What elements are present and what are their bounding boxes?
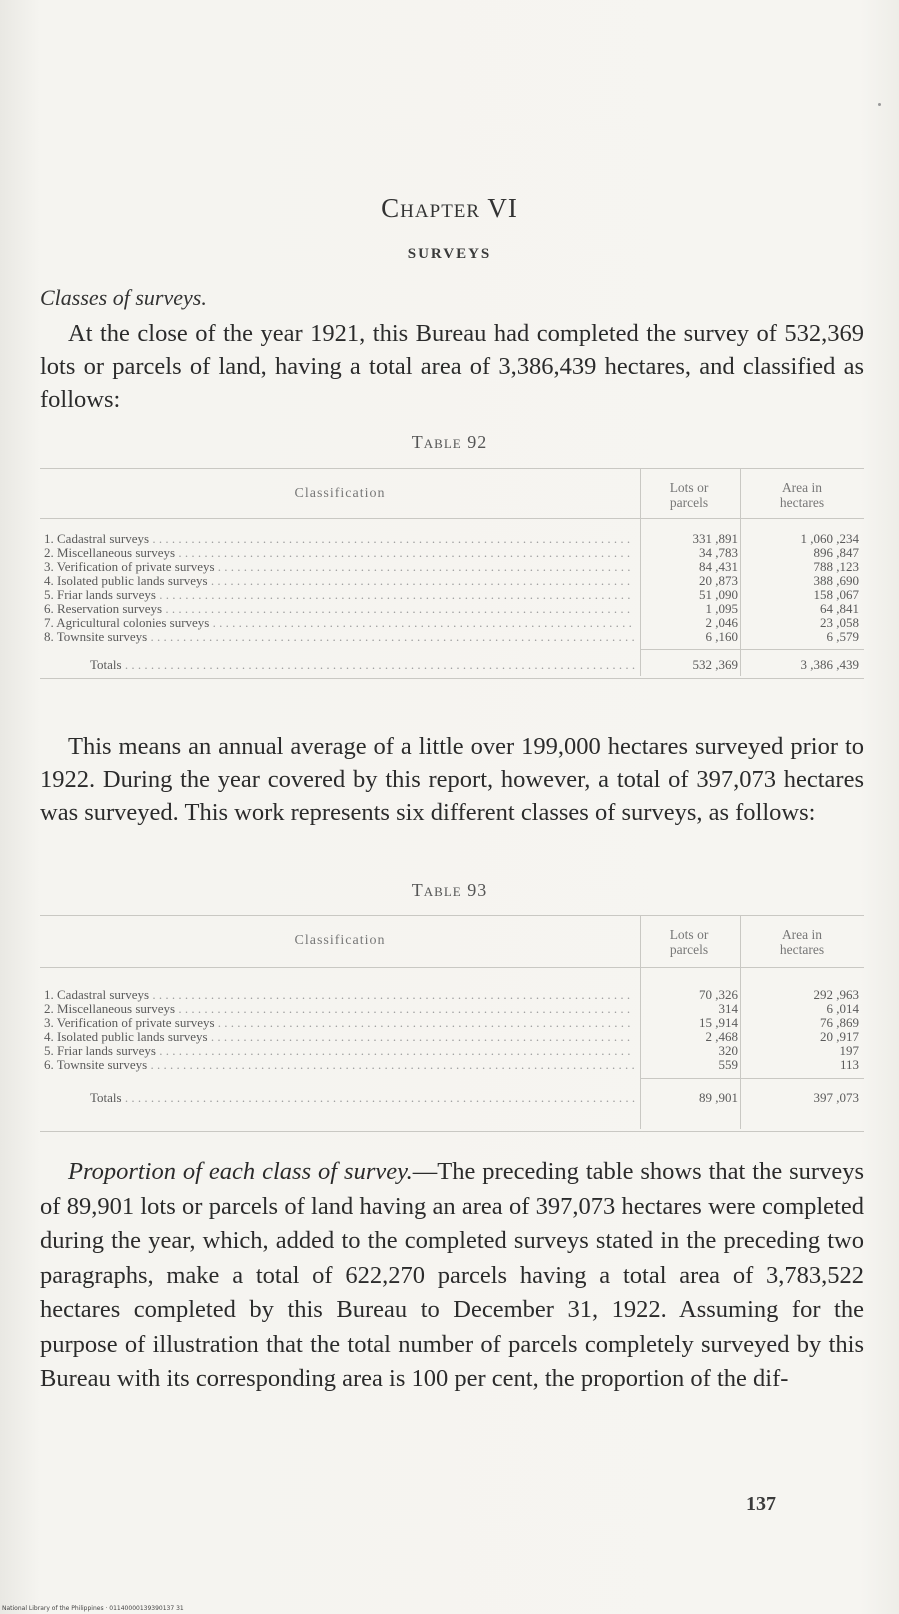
row-label: 8. Townsite surveys . . . — [44, 630, 634, 644]
totals-label: Totals . . . — [90, 658, 635, 672]
table-rule — [40, 518, 864, 519]
table-92-header-lots: Lots or parcels — [669, 480, 709, 510]
chapter-subtitle: SURVEYS — [407, 246, 492, 262]
row-lots: 70 ,326 — [699, 987, 738, 1002]
row-label: 3. Verification of private surveys . . . — [44, 560, 634, 574]
totals-label: Totals . . . — [90, 1091, 635, 1105]
row-lots: 2 ,468 — [705, 1029, 738, 1044]
row-area: 788 ,123 — [813, 559, 859, 574]
row-area: 197 — [839, 1043, 859, 1058]
totals-lots: 89 ,901 — [699, 1090, 738, 1105]
row-label: 4. Isolated public lands surveys . . . — [44, 574, 634, 588]
row-label: 1. Cadastral surveys . . . — [44, 532, 634, 546]
paragraph-1 — [40, 317, 864, 416]
table-row — [40, 546, 864, 560]
table-rule — [640, 649, 864, 650]
table-rule — [640, 1078, 864, 1079]
row-lots: 559 — [718, 1057, 738, 1072]
table-93-header-lots: Lots or parcels — [669, 927, 709, 957]
row-lots: 15 ,914 — [699, 1015, 738, 1030]
row-lots: 84 ,431 — [699, 559, 738, 574]
paragraph-3-lead: Proportion of each class of survey. — [68, 1158, 413, 1185]
table-row — [40, 988, 864, 1002]
table-rule — [40, 967, 864, 968]
table-rule — [40, 1131, 864, 1132]
row-area: 292 ,963 — [813, 987, 859, 1002]
row-label: 3. Verification of private surveys . . . — [44, 1016, 634, 1030]
table-row — [40, 560, 864, 574]
section-heading: Classes of surveys. — [40, 285, 207, 310]
row-label: 7. Agricultural colonies surveys . . . — [44, 616, 634, 630]
row-area: 113 — [839, 1057, 859, 1072]
row-lots: 6 ,160 — [705, 629, 738, 644]
paragraph-1-text: At the close of the year 1921, this Bureau had completed the survey of 532,369 lots or parcels of land, having a total area of 3,386,439 hectares, and classified as follows: — [40, 320, 864, 413]
row-area: 64 ,841 — [820, 601, 859, 616]
footer-credit: National Library of the Philippines · 01140000139390137 31 — [2, 1605, 184, 1612]
row-area: 6 ,014 — [826, 1001, 859, 1016]
row-lots: 320 — [718, 1043, 738, 1058]
totals-area: 397 ,073 — [813, 1090, 859, 1105]
row-area: 158 ,067 — [813, 587, 859, 602]
table-93-header-area: Area in hectares — [779, 927, 825, 957]
table-row — [40, 602, 864, 616]
table-92-header-area: Area in hectares — [779, 480, 825, 510]
row-area: 76 ,869 — [820, 1015, 859, 1030]
table-totals-row — [40, 1091, 864, 1105]
row-lots: 51 ,090 — [699, 587, 738, 602]
row-area: 20 ,917 — [820, 1029, 859, 1044]
totals-area: 3 ,386 ,439 — [800, 657, 859, 672]
totals-lots: 532 ,369 — [692, 657, 738, 672]
table-92 — [40, 468, 864, 678]
table-row — [40, 1016, 864, 1030]
row-label: 2. Miscellaneous surveys . . . — [44, 546, 634, 560]
chapter-title: Chapter VI — [381, 193, 518, 223]
page-number: 137 — [746, 1493, 776, 1515]
dust-speck — [878, 103, 881, 106]
row-area: 23 ,058 — [820, 615, 859, 630]
table-rule — [40, 678, 864, 679]
table-row — [40, 1002, 864, 1016]
table-92-title: Table 92 — [411, 432, 488, 452]
table-93 — [40, 915, 864, 1131]
paragraph-3 — [40, 1155, 864, 1397]
row-label: 6. Townsite surveys . . . — [44, 1058, 634, 1072]
row-lots: 331 ,891 — [692, 531, 738, 546]
table-row — [40, 1058, 864, 1072]
row-label: 5. Friar lands surveys . . . — [44, 1044, 634, 1058]
row-label: 4. Isolated public lands surveys . . . — [44, 1030, 634, 1044]
paragraph-2 — [40, 730, 864, 829]
row-lots: 20 ,873 — [699, 573, 738, 588]
row-lots: 1 ,095 — [705, 601, 738, 616]
table-93-header-classification: Classification — [294, 933, 386, 948]
paragraph-3-text: —The preceding table shows that the surveys of 89,901 lots or parcels of land having an area of 397,073 hectares were completed during the year, which, added to the completed surveys stated in the preceding two paragraphs, make a total of 622,270 parcels having a total area of 3,783,522 hectares completed by this Bureau to December 31, 1922. Assuming for the purpose of illustration that the total number of parcels completely surveyed by this Bureau with its corresponding area is 100 per cent, the proportion of the dif- — [40, 1158, 864, 1392]
row-label: 1. Cadastral surveys . . . — [44, 988, 634, 1002]
paragraph-2-text: This means an annual average of a little over 199,000 hectares surveyed prior to 1922. During the year covered by this report, however, a total of 397,073 hectares was surveyed. This work represents six different classes of surveys, as follows: — [40, 733, 864, 826]
table-row — [40, 1030, 864, 1044]
row-area: 896 ,847 — [813, 545, 859, 560]
row-lots: 34 ,783 — [699, 545, 738, 560]
table-93-title: Table 93 — [411, 880, 488, 900]
row-area: 388 ,690 — [813, 573, 859, 588]
table-row — [40, 630, 864, 644]
table-row — [40, 574, 864, 588]
table-row — [40, 532, 864, 546]
table-92-header-classification: Classification — [294, 486, 386, 501]
row-lots: 314 — [718, 1001, 738, 1016]
table-row — [40, 588, 864, 602]
row-label: 2. Miscellaneous surveys . . . — [44, 1002, 634, 1016]
table-totals-row — [40, 658, 864, 672]
row-label: 5. Friar lands surveys . . . — [44, 588, 634, 602]
row-area: 6 ,579 — [826, 629, 859, 644]
row-label: 6. Reservation surveys . . . — [44, 602, 634, 616]
row-area: 1 ,060 ,234 — [800, 531, 859, 546]
table-row — [40, 616, 864, 630]
row-lots: 2 ,046 — [705, 615, 738, 630]
table-row — [40, 1044, 864, 1058]
